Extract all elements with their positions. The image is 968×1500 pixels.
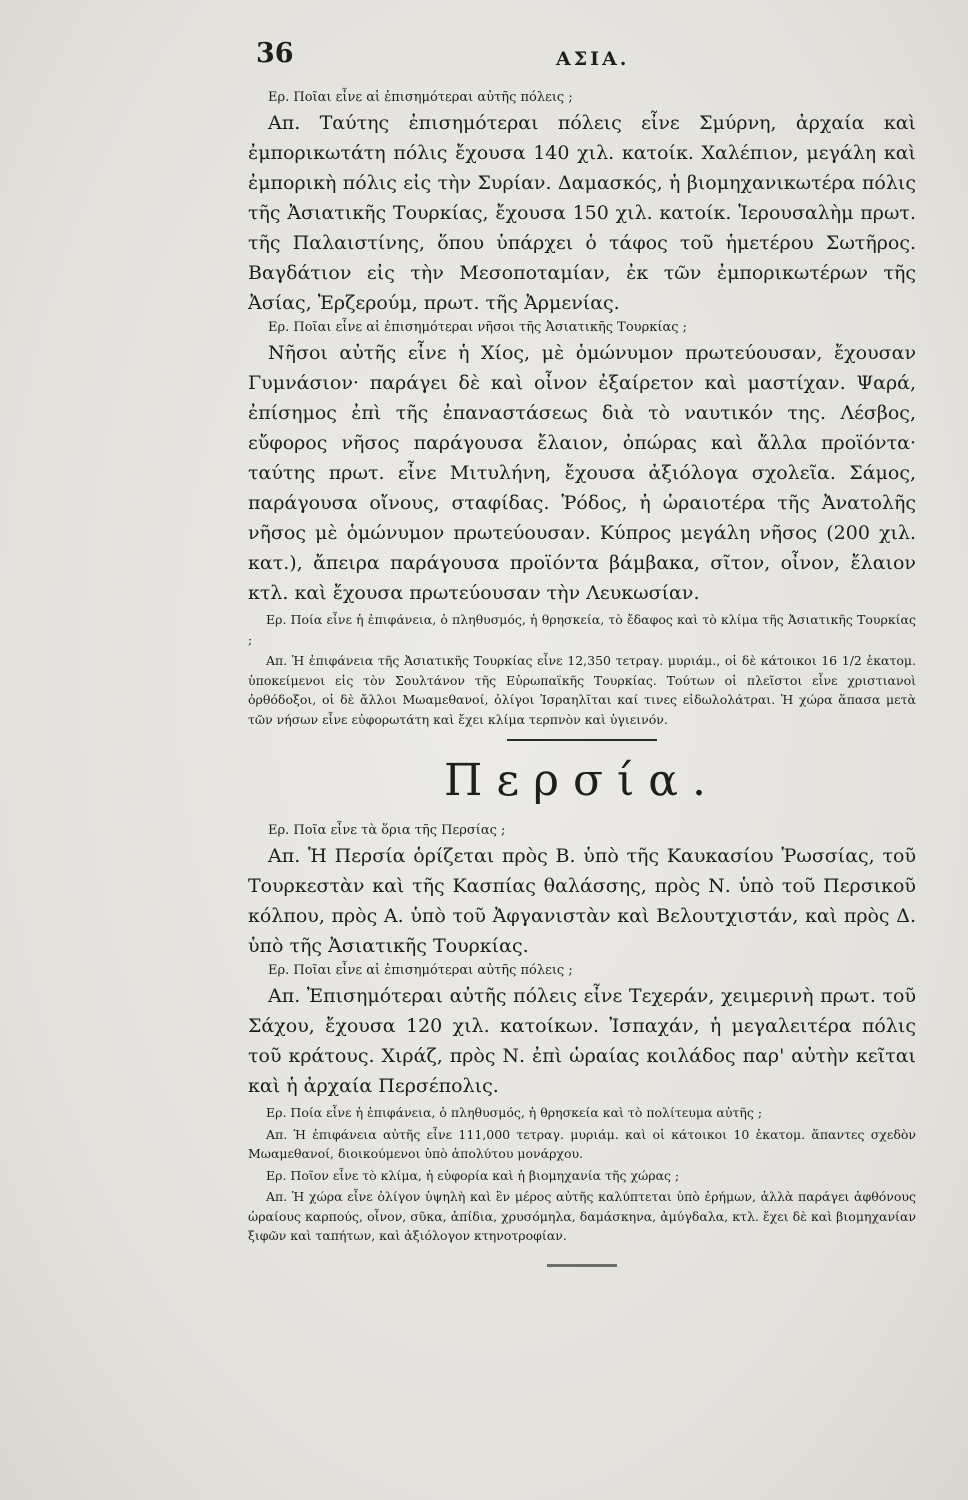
question-persia-surface: Ερ. Ποία εἶνε ἡ ἐπιφάνεια, ὁ πληθυσμός, ἡ θρησκεία καὶ τὸ πολίτευμα αὐτῆς ; bbox=[266, 1105, 763, 1120]
section-divider bbox=[507, 739, 657, 741]
page-content bbox=[248, 88, 916, 1267]
running-head: ΑΣΙΑ. bbox=[556, 48, 630, 70]
answer-persia-cities: Απ. Ἐπισημότεραι αὐτῆς πόλεις εἶνε Τεχεράν, χειμερινὴ πρωτ. τοῦ Σάχου, ἔχουσα 120 χιλ. κατοίκων. Ἰσπαχάν, ἡ μεγαλειτέρα πόλις τοῦ κράτους. Χιράζ, πρὸς Ν. ἐπὶ ὡραίας κοιλάδος παρ' αὐτὴν κεῖται καὶ ἡ ἀρχαία Περσέπολις. bbox=[248, 985, 916, 1097]
question-turkey-cities: Ερ. Ποῖαι εἶνε αἱ ἐπισημότεραι αὐτῆς πόλεις ; bbox=[268, 90, 573, 105]
answer-persia-climate: Απ. Ἡ χώρα εἶνε ὀλίγον ὑψηλὴ καὶ ἓν μέρος αὐτῆς καλύπτεται ὑπὸ ἐρήμων, ἀλλὰ παράγει ἀφθόνους ὡραίους καρπούς, οἶνον, σῦκα, ἀπίδια, χρυσόμηλα, δαμάσκηνα, ἀμύγδαλα, κτλ. ἔχει δὲ καὶ βιομηχανίαν ξιφῶν καὶ ταπήτων, καὶ ἀξιόλογον κτηνοτροφίαν. bbox=[248, 1189, 916, 1243]
end-ornament bbox=[547, 1264, 617, 1267]
question-persia-cities: Ερ. Ποῖαι εἶνε αἱ ἐπισημότεραι αὐτῆς πόλεις ; bbox=[268, 963, 573, 978]
question-persia-borders: Ερ. Ποῖα εἶνε τὰ ὅρια τῆς Περσίας ; bbox=[268, 823, 506, 838]
page-number: 36 bbox=[256, 38, 294, 69]
question-persia-climate: Ερ. Ποῖον εἶνε τὸ κλίμα, ἡ εὐφορία καὶ ἡ βιομηχανία τῆς χώρας ; bbox=[266, 1167, 680, 1183]
answer-turkey-cities: Απ. Ταύτης ἐπισημότεραι πόλεις εἶνε Σμύρνη, ἀρχαία καὶ ἐμπορικωτάτη πόλις ἔχουσα 140 χιλ. κατοίκ. Χαλέπιον, μεγάλη καὶ ἐμπορικὴ πόλις εἰς τὴν Συρίαν. Δαμασκός, ἡ βιομηχανικωτέρα πόλις τῆς Ἀσιατικῆς Τουρκίας, ἔχουσα 150 χιλ. κατοίκ. Ἱερουσαλὴμ πρωτ. τῆς Παλαιστίνης, ὅπου ὑπάρχει ὁ τάφος τοῦ ἡμετέρου Σωτῆρος. Βαγδάτιον εἰς τὴν Μεσοποταμίαν, ἐκ τῶν ἐμπορικωτέρων τῆς Ἀσίας, Ἐρζερούμ, πρωτ. τῆς Ἀρμενίας. bbox=[248, 112, 916, 314]
answer-turkey-surface: Απ. Ἡ ἐπιφάνεια τῆς Ἀσιατικῆς Τουρκίας εἶνε 12,350 τετραγ. μυριάμ., οἱ δὲ κάτοικοι 16 1/2 ἑκατομ. ὑποκείμενοι εἰς τὸν Σουλτάνον τῆς Εὐρωπαϊκῆς Τουρκίας. Τούτων οἱ πλεῖστοι εἶνε χριστιανοὶ ὀρθόδοξοι, οἱ δὲ ἄλλοι Μωαμεθανοί, ὀλίγοι Ἰσραηλῖται καί τινες εἰδωλολάτραι. Ἡ χώρα ἅπασα μετὰ τῶν νήσων εἶνε εὐφορωτάτη καὶ ἔχει κλίμα τερπνὸν καὶ ὑγιεινόν. bbox=[248, 653, 916, 727]
question-turkey-surface: Ερ. Ποία εἶνε ἡ ἐπιφάνεια, ὁ πληθυσμός, ἡ θρησκεία, τὸ ἔδαφος καὶ τὸ κλίμα τῆς Ἀσιατικῆς Τουρκίας ; bbox=[248, 612, 916, 647]
section-title-persia: Περσία. bbox=[443, 755, 721, 806]
question-turkey-islands: Ερ. Ποῖαι εἶνε αἱ ἐπισημότεραι νῆσοι τῆς Ἀσιατικῆς Τουρκίας ; bbox=[268, 320, 688, 335]
answer-persia-borders: Απ. Ἡ Περσία ὁρίζεται πρὸς Β. ὑπὸ τῆς Καυκασίου Ῥωσσίας, τοῦ Τουρκεστὰν καὶ τῆς Κασπίας θαλάσσης, πρὸς Ν. ὑπὸ τοῦ Περσικοῦ κόλπου, πρὸς Α. ὑπὸ τοῦ Ἀφγανιστὰν καὶ Βελουτχιστάν, καὶ πρὸς Δ. ὑπὸ τῆς Ἀσιατικῆς Τουρκίας. bbox=[248, 845, 916, 957]
page-header bbox=[256, 38, 946, 78]
answer-turkey-islands: Νῆσοι αὐτῆς εἶνε ἡ Χίος, μὲ ὁμώνυμον πρωτεύουσαν, ἔχουσαν Γυμνάσιον· παράγει δὲ καὶ οἶνον ἐξαίρετον καὶ μαστίχαν. Ψαρά, ἐπίσημος ἐπὶ τῆς ἐπαναστάσεως διὰ τὸ ναυτικόν της. Λέσβος, εὔφορος νῆσος παράγουσα ἔλαιον, ὀπώρας καὶ ἄλλα προϊόντα· ταύτης πρωτ. εἶνε Μιτυλήνη, ἔχουσα ἀξιόλογα σχολεῖα. Σάμος, παράγουσα οἴνους, σταφίδας. Ῥόδος, ἡ ὡραιοτέρα τῆς Ἀνατολῆς νῆσος μὲ ὁμώνυμον πρωτεύουσαν. Κύπρος μεγάλη νῆσος (200 χιλ. κατ.), ἄπειρα παράγουσα προϊόντα βάμβακα, σῖτον, οἶνον, ἔλαιον κτλ. καὶ ἔχουσα πρωτεύουσαν τὴν Λευκωσίαν. bbox=[248, 342, 916, 604]
answer-persia-surface: Απ. Ἡ ἐπιφάνεια αὐτῆς εἶνε 111,000 τετραγ. μυριάμ. καὶ οἱ κάτοικοι 10 ἑκατομ. ἅπαντες σχεδὸν Μωαμεθανοί, διοικούμενοι ὑπὸ ἀπολύτου μονάρχου. bbox=[248, 1126, 916, 1161]
